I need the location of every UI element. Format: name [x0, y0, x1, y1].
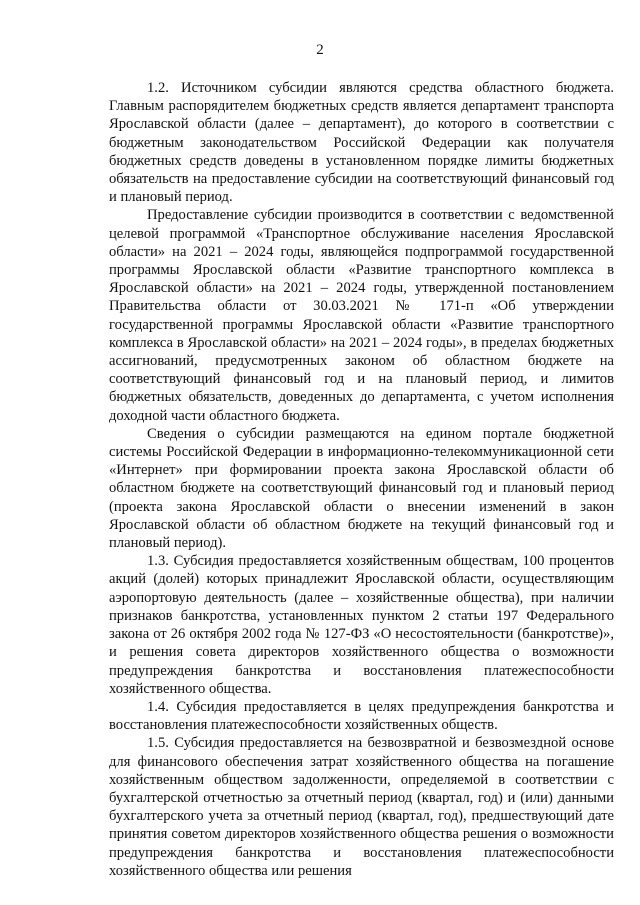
paragraph-1-5-basis: 1.5. Субсидия предоставляется на безвозвратной и безвозмездной основе для финансового обеспечения затрат хозяйственного общества на погашение хозяйственным обществом задолженности, определяемой в соответствии с бухгалтерской отчетностью за отчетный период (квартал, год) и (или) данными бухгалтерского учета за отчетный период (квартал, год), предшествующий дате принятия советом директоров хозяйственного общества решения о возможности предупреждения банкротства и восстановления платежеспособности хозяйственного общества или решения	[109, 735, 614, 879]
document-body	[109, 79, 614, 880]
paragraph-subsidy-info-portal: Сведения о субсидии размещаются на едином портале бюджетной системы Российской Федерации в информационно-телекоммуникационной сети «Интернет» при формировании проекта закона Ярославской области об областном бюджете на соответствующий финансовый год и плановый период (проекта закона Ярославской области о внесении изменений в закон Ярославской области об областном бюджете на текущий финансовый год и плановый период).	[109, 425, 614, 552]
paragraph-1-3-recipients: 1.3. Субсидия предоставляется хозяйственным обществам, 100 процентов акций (долей) которых принадлежит Ярославской области, осуществляющим аэропортовую деятельность (далее – хозяйственные общества), при наличии признаков банкротства, установленных пунктом 2 статьи 197 Федерального закона от 26 октября 2002 года № 127-ФЗ «О несостоятельности (банкротстве)», и решения совета директоров хозяйственного общества о возможности предупреждения банкротства и восстановления платежеспособности хозяйственного общества.	[109, 553, 614, 697]
paragraph-1-4-purpose: 1.4. Субсидия предоставляется в целях предупреждения банкротства и восстановления платежеспособности хозяйственных обществ.	[109, 698, 614, 734]
paragraph-1-2-funding-source: 1.2. Источником субсидии являются средства областного бюджета. Главным распорядителем бюджетных средств является департамент транспорта Ярославской области (далее – департамент), до которого в соответствии с бюджетным законодательством Российской Федерации как получателя бюджетных средств доведены в установленном порядке лимиты бюджетных обязательств на предоставление субсидии на соответствующий финансовый год и плановый период.	[109, 80, 614, 206]
page-number: 2	[316, 42, 324, 58]
paragraph-subsidy-program: Предоставление субсидии производится в соответствии с ведомственной целевой программой «Транспортное обслуживание населения Ярославской области» на 2021 – 2024 годы, являющейся подпрограммой государственной программы Ярославской области «Развитие транспортного комплекса в Ярославской области» на 2021 – 2024 годы, утвержденной постановлением Правительства области от 30.03.2021 № 171-п «Об утверждении государственной программы Ярославской области «Развитие транспортного комплекса в Ярославской области» на 2021 – 2024 годы», в пределах бюджетных ассигнований, предусмотренных законом об областном бюджете на соответствующий финансовый год и на плановый период, и лимитов бюджетных обязательств, доведенных до департамента, с учетом исполнения доходной части областного бюджета.	[109, 207, 614, 424]
